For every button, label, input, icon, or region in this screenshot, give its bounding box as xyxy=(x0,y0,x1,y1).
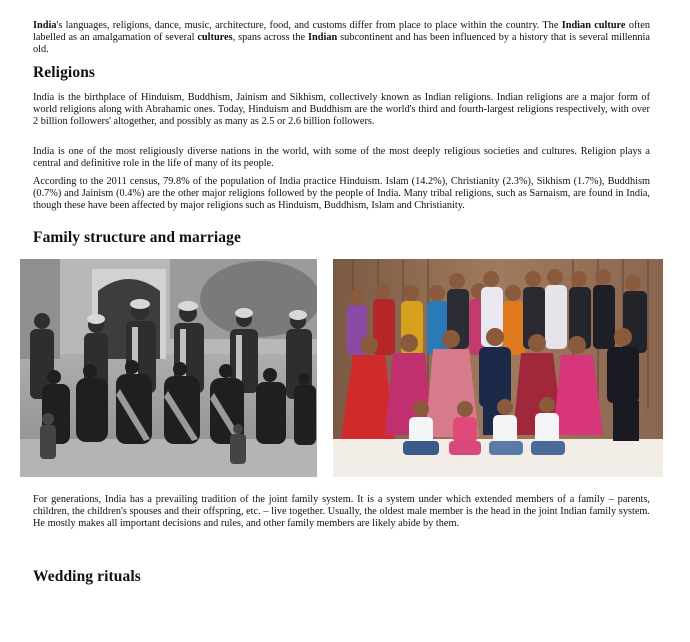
intro-text-run: often labelled as an amalgamation of several xyxy=(33,20,650,44)
heading-family-structure: Family structure and marriage xyxy=(33,229,241,246)
intro-text-run: subcontinent and has been influenced by a history that is several millennia old. xyxy=(33,32,650,56)
intro-text-run: 's languages, religions, dance, music, architecture, food, and customs differ from place to place within the country. The xyxy=(56,20,562,31)
family-paragraph-1: For generations, India has a prevailing tradition of the joint family system. It is a system under which extended members of a family – parents, children, the children's spouses and their offspring, etc. – live together. Usually, the oldest male member is the head in the joint Indian family system. He mostly makes all important decisions and rules, and other family members are likely abide by them. xyxy=(33,494,650,530)
intro-text-run: India xyxy=(33,20,57,31)
intro-text-run: , spans across the xyxy=(232,32,309,44)
religions-paragraph-2: India is one of the most religiously diverse nations in the world, with some of the most deeply religious societies and cultures. Religion plays a central and definitive role in the life of many of its people. xyxy=(33,146,650,170)
heading-religions: Religions xyxy=(33,64,96,81)
historic-family-photo xyxy=(20,259,317,477)
modern-family-photo xyxy=(333,259,663,477)
religions-paragraph-3: According to the 2011 census, 79.8% of the population of India practice Hinduism. Islam (14.2%), Christianity (2.3%), Sikhism (1.7%), Buddhism (0.7%) and Jainism (0.4%) are the other major religions followed by the people of India. Many tribal religions, such as Sarnaism, are found in India, though these have been affected by major religions such as Hinduism, Buddhism, Islam and Christianity. xyxy=(33,176,650,212)
intro-text-run: Indian xyxy=(308,32,338,44)
intro-text-run: Indian culture xyxy=(561,20,626,31)
intro-paragraph xyxy=(33,20,650,57)
religions-paragraph-1: India is the birthplace of Hinduism, Buddhism, Jainism and Sikhism, collectively known as Indian religions. Indian religions are a major form of world religions along with Abrahamic ones. Today, Hinduism and Buddhism are the world's third and fourth-largest religions respectively, with over 2 billion followers' altogether, and possibly as many as 2.5 or 2.6 billion followers. xyxy=(33,92,650,128)
heading-wedding-rituals: Wedding rituals xyxy=(33,568,141,585)
intro-text-run: cultures xyxy=(197,32,233,44)
